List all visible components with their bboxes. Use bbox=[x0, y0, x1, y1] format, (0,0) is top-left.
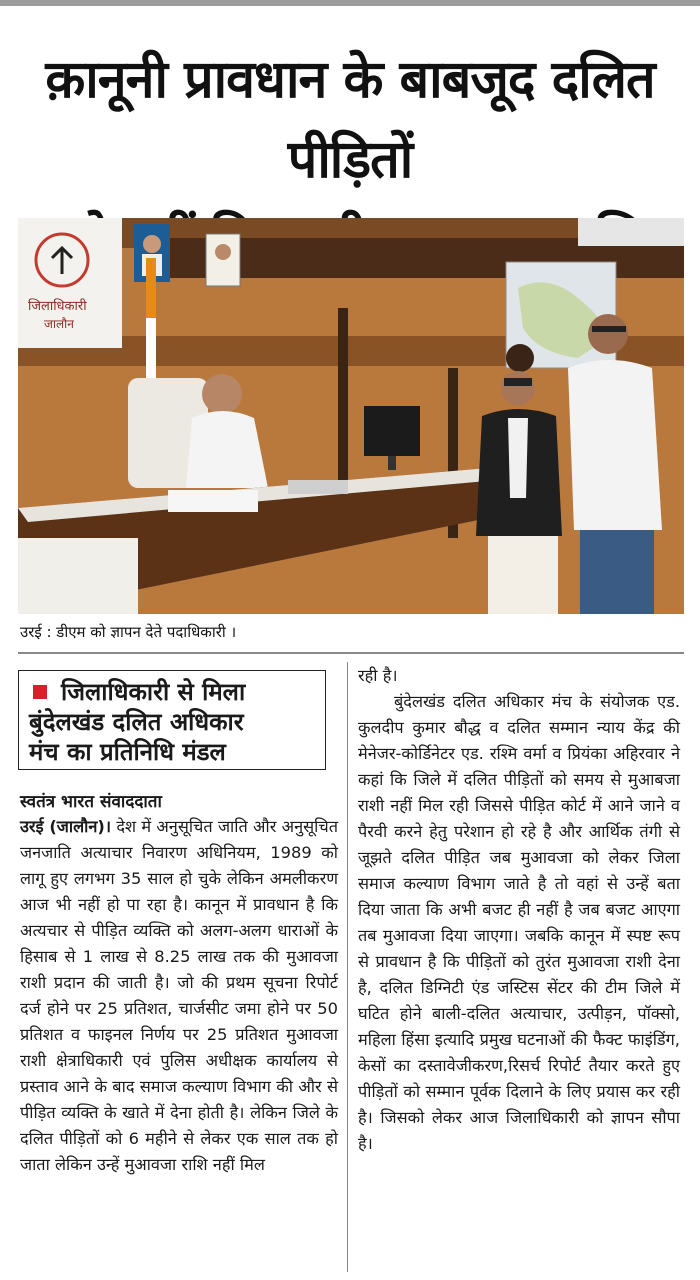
office-sign-line-1: जिलाधिकारी bbox=[28, 299, 87, 314]
headline-line-1: क़ानूनी प्रावधान के बाबजूद दलित पीड़ितों bbox=[45, 50, 655, 190]
continuation-text: रही है। bbox=[358, 666, 398, 685]
left-column-paragraph bbox=[20, 814, 338, 1178]
photo-caption: उरई : डीएम को ज्ञापन देते पदाधिकारी । bbox=[20, 623, 237, 641]
subhead-line-3: मंच का प्रतिनिधि मंडल bbox=[29, 738, 226, 766]
news-photo bbox=[18, 218, 684, 614]
subhead-box bbox=[18, 670, 326, 770]
left-column-body: देश में अनुसूचित जाति और अनुसूचित जनजाति अत्याचार निवारण अधिनियम, 1989 को लागू हुए लगभग 35 साल हो चुके लेकिन अमलीकरण आज भी नहीं हो पा रहा है। कानून में प्रावधान है कि अत्यचार से पीड़ित व्यक्ति को अलग-अलग धाराओं के हिसाब से 1 लाख से 8.25 लाख तक की मुआवजा राशी प्रदान की जाती है। जो की प्रथम सूचना रिपोर्ट दर्ज होने पर 25 प्रतिशत, चार्जसीट जमा होने पर 50 प्रतिशत व फाइनल निर्णय पर 25 प्रतिशत मुआवजा राशी क्षेत्राधिकारी एवं पुलिस अधीक्षक कार्यालय से प्रस्ताव आने के बाद समाज कल्याण विभाग की और से पीड़ित व्यक्ति के खाते में देना होती है। लेकिन जिले के दलित पीड़ितों को 6 महीने से लेकर एक साल तक हो जाता लेकिन उन्हें मुआवजा राशि नहीं मिल bbox=[20, 817, 338, 1174]
section-rule bbox=[18, 652, 684, 654]
left-column bbox=[20, 814, 338, 1178]
office-scene-illustration bbox=[18, 218, 684, 614]
right-column bbox=[358, 663, 680, 1157]
subhead-line-2: बुंदेलखंड दलित अधिकार bbox=[29, 708, 244, 736]
right-column-paragraph: बुंदेलखंड दलित अधिकार मंच के संयोजक एड. कुलदीप कुमार बौद्ध व दलित सम्मान न्याय केंद्र की मेनेजर-कोर्डिनेटर एड. रश्मि वर्मा व प्रियंका अहिरवार ने कहां कि जिले में दलित पीड़ितों को समय से मुआबजा राशी नहीं मिल रही जिससे पीड़ित कोर्ट में आने जाने व पैरवी करने हेतु परेशान हो रहे है और आर्थिक तंगी से जूझते दलित पीड़ित जब मुआवजा को लेकर जिला समाज कल्याण विभाग जाते है तो वहां से उन्हें बता दिया जाता कि अभी बजट ही नहीं है जब बजट आएगा तब मुआवजा दिया जाएगा। जबकि कानून में स्पष्ट रूप से प्रावधान है कि पीड़ितों को तुरंत मुआवजा राशी देना है, दलित डिग्निटी एंड जस्टिस सेंटर की टीम जिले में घटित होने बाली-दलित अत्याचार, उत्पीड़न, पॉक्सो, महिला हिंसा इत्यादि प्रमुख घटनाओं की फैक्ट फाइंडिंग, केसों का दस्तावेजीकरण,रिसर्च रिपोर्ट तैयार करते हुए पीड़ितों को सम्मान पूर्वक दिलाने के लिए प्रयास कर रही है। जिसको लेकर आज जिलाधिकारी को ज्ञापन सौपा है। bbox=[358, 692, 680, 1153]
column-divider bbox=[347, 662, 348, 1272]
office-sign-line-2: जालौन bbox=[44, 317, 74, 331]
red-bullet-icon bbox=[33, 685, 47, 699]
dateline: उरई (जालौन)। bbox=[20, 817, 112, 836]
subhead-line-1: जिलाधिकारी से मिला bbox=[61, 678, 246, 706]
byline: स्वतंत्र भारत संवाददाता bbox=[20, 792, 162, 812]
top-rule bbox=[0, 0, 700, 6]
